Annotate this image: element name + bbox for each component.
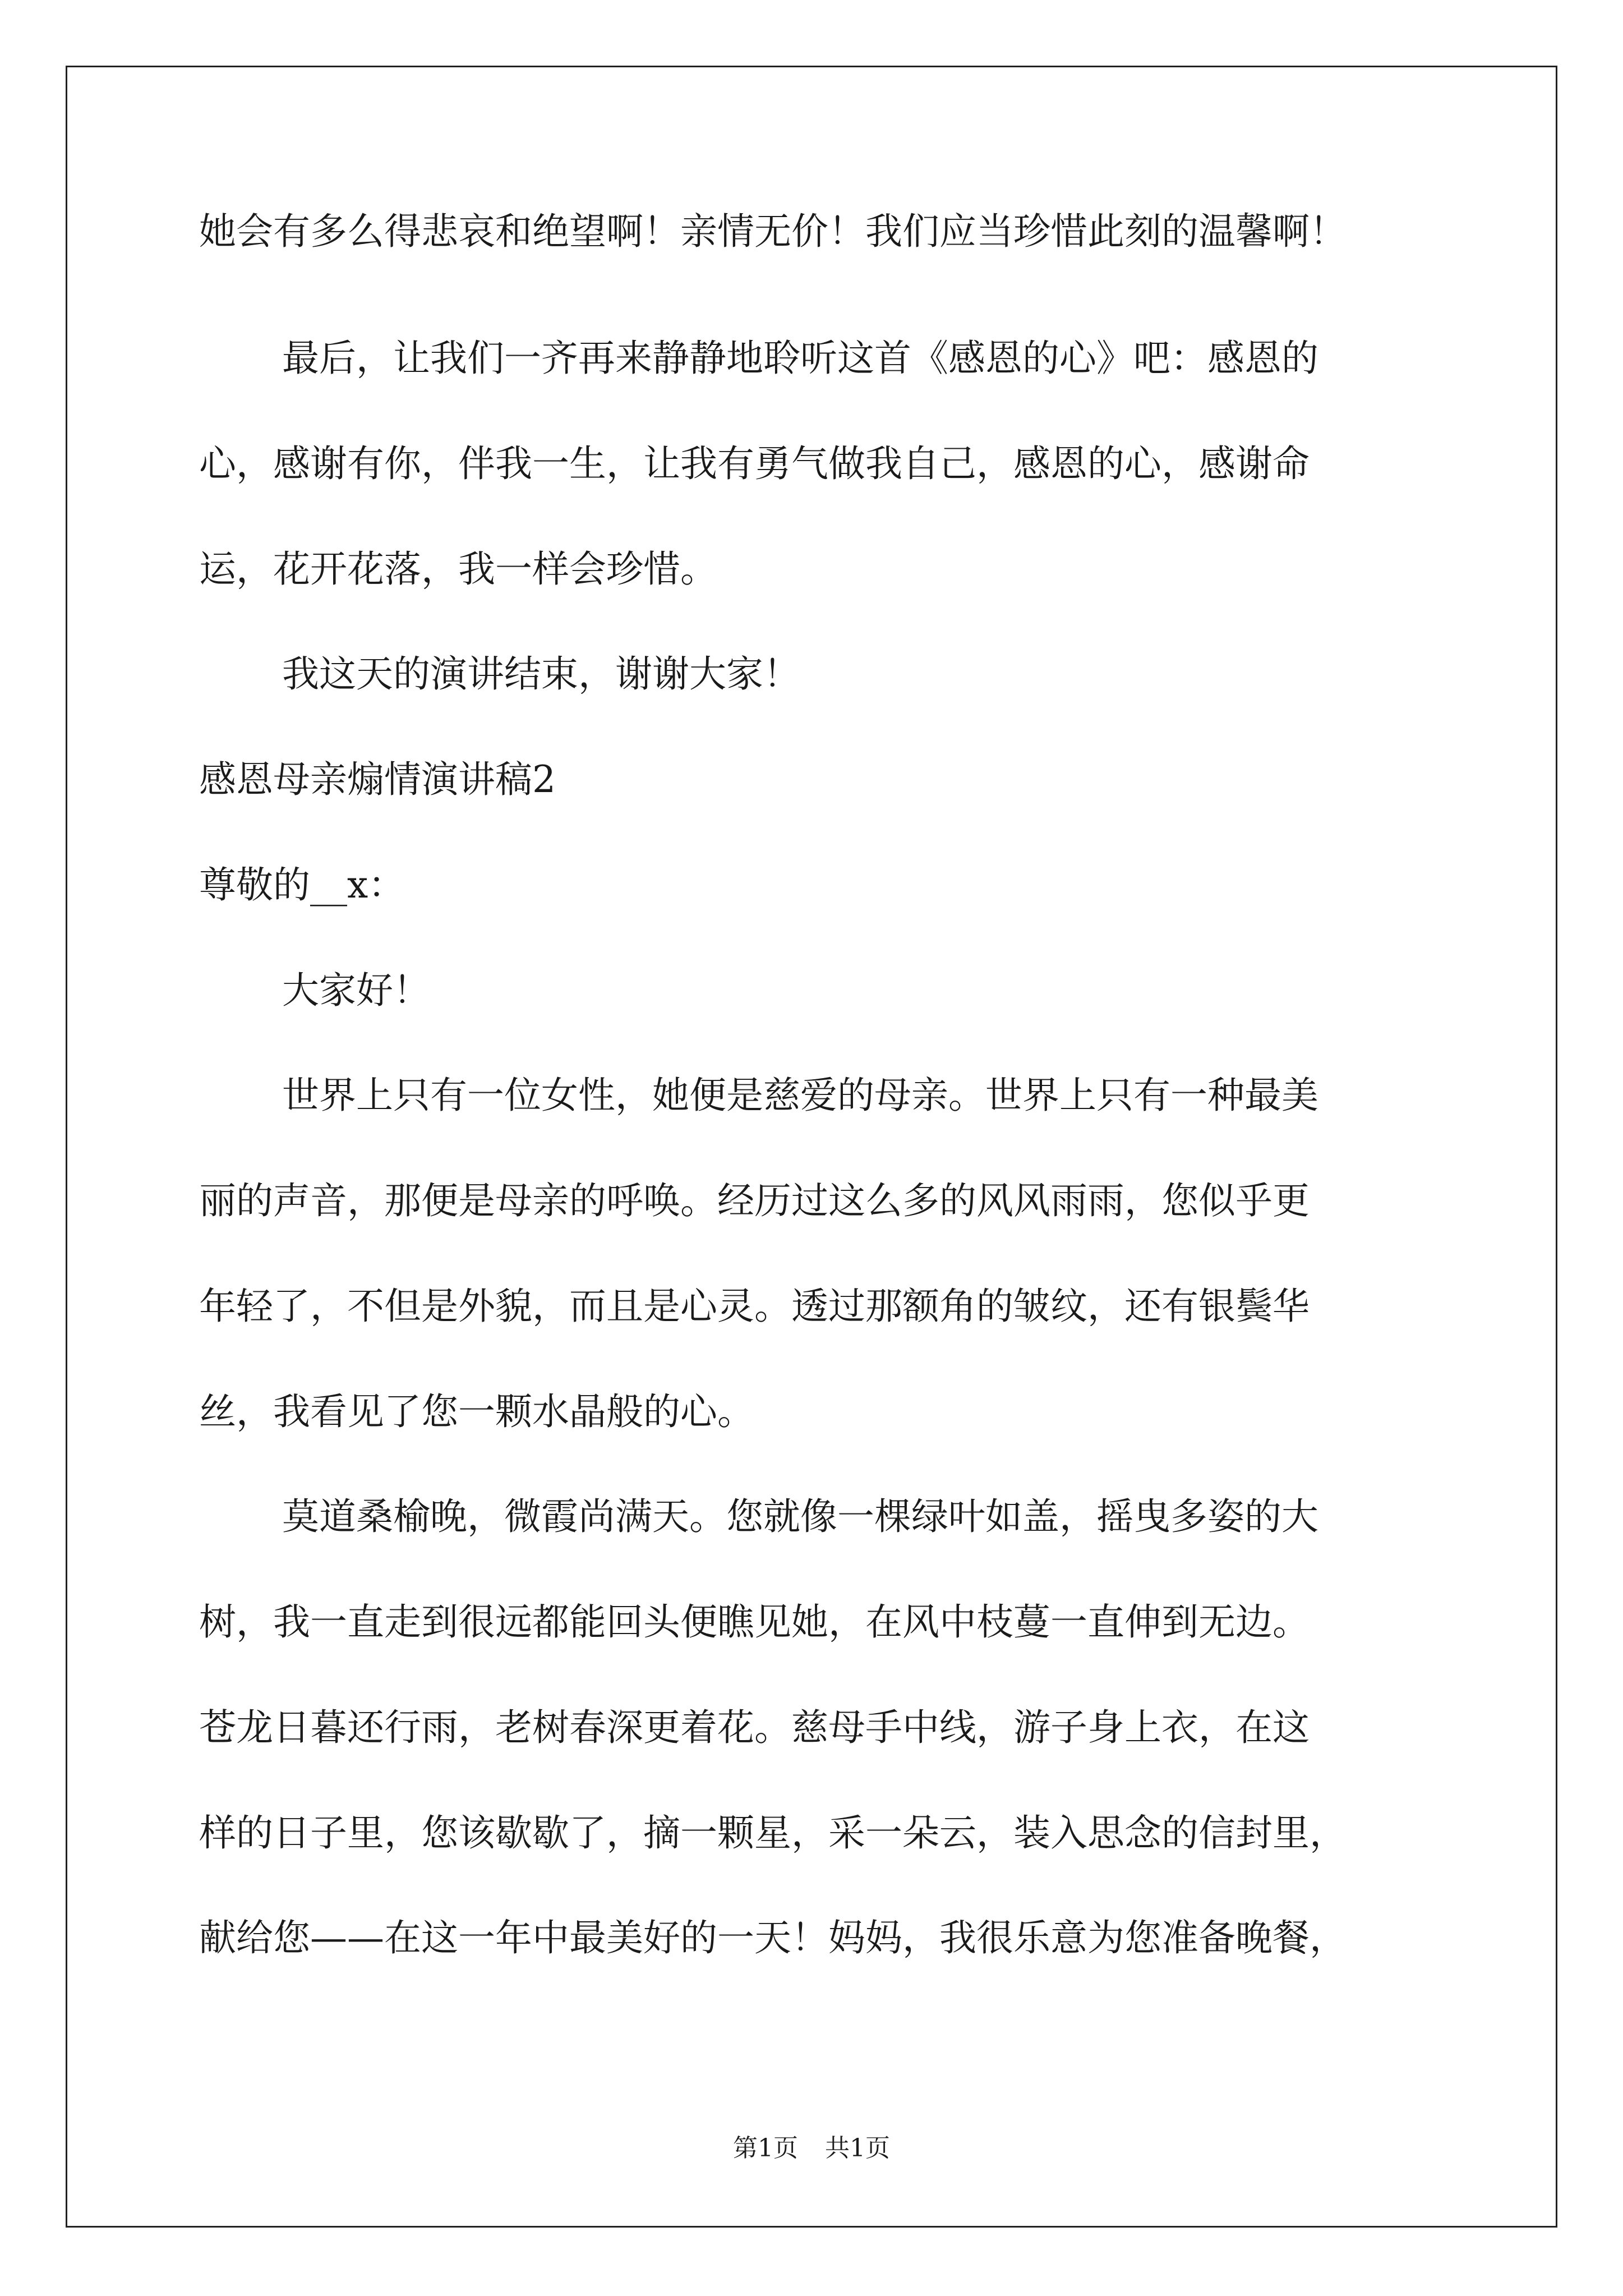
page-footer bbox=[0, 2132, 1623, 2165]
paragraph-line: 我这天的演讲结束，谢谢大家！ bbox=[282, 652, 800, 696]
greeting: 大家好！ bbox=[282, 969, 430, 1012]
paragraph-line: 莫道桑榆晚，微霞尚满天。您就像一棵绿叶如盖，摇曳多姿的大 bbox=[282, 1495, 1318, 1538]
paragraph-line: 她会有多么得悲哀和绝望啊！亲情无价！我们应当珍惜此刻的温馨啊！ bbox=[199, 210, 1347, 253]
paragraph-line: 献给您——在这一年中最美好的一天！妈妈，我很乐意为您准备晚餐， bbox=[199, 1916, 1347, 1959]
paragraph-line: 苍龙日暮还行雨，老树春深更着花。慈母手中线，游子身上衣，在这 bbox=[199, 1706, 1310, 1749]
paragraph-line: 运，花开花落，我一样会珍惜。 bbox=[199, 547, 717, 591]
paragraph-line: 世界上只有一位女性，她便是慈爱的母亲。世界上只有一种最美 bbox=[282, 1074, 1318, 1117]
paragraph-line: 丝，我看见了您一颗水晶般的心。 bbox=[199, 1390, 754, 1433]
page-total: 共1页 bbox=[825, 2134, 890, 2162]
paragraph-line: 心，感谢有你，伴我一生，让我有勇气做我自己，感恩的心，感谢命 bbox=[199, 442, 1310, 485]
salutation: 尊敬的__x： bbox=[199, 863, 405, 907]
section-heading: 感恩母亲煽情演讲稿2 bbox=[199, 758, 556, 801]
paragraph-line: 树，我一直走到很远都能回头便瞧见她，在风中枝蔓一直伸到无边。 bbox=[199, 1600, 1310, 1644]
paragraph-line: 丽的声音，那便是母亲的呼唤。经历过这么多的风风雨雨，您似乎更 bbox=[199, 1179, 1310, 1222]
paragraph-line: 最后，让我们一齐再来静静地聆听这首《感恩的心》吧：感恩的 bbox=[282, 337, 1318, 380]
paragraph-line: 样的日子里，您该歇歇了，摘一颗星，采一朵云，装入思念的信封里， bbox=[199, 1811, 1347, 1855]
page-border bbox=[66, 66, 1557, 2228]
paragraph-line: 年轻了，不但是外貌，而且是心灵。透过那额角的皱纹，还有银鬓华 bbox=[199, 1285, 1310, 1328]
page-number: 第1页 bbox=[733, 2134, 798, 2162]
